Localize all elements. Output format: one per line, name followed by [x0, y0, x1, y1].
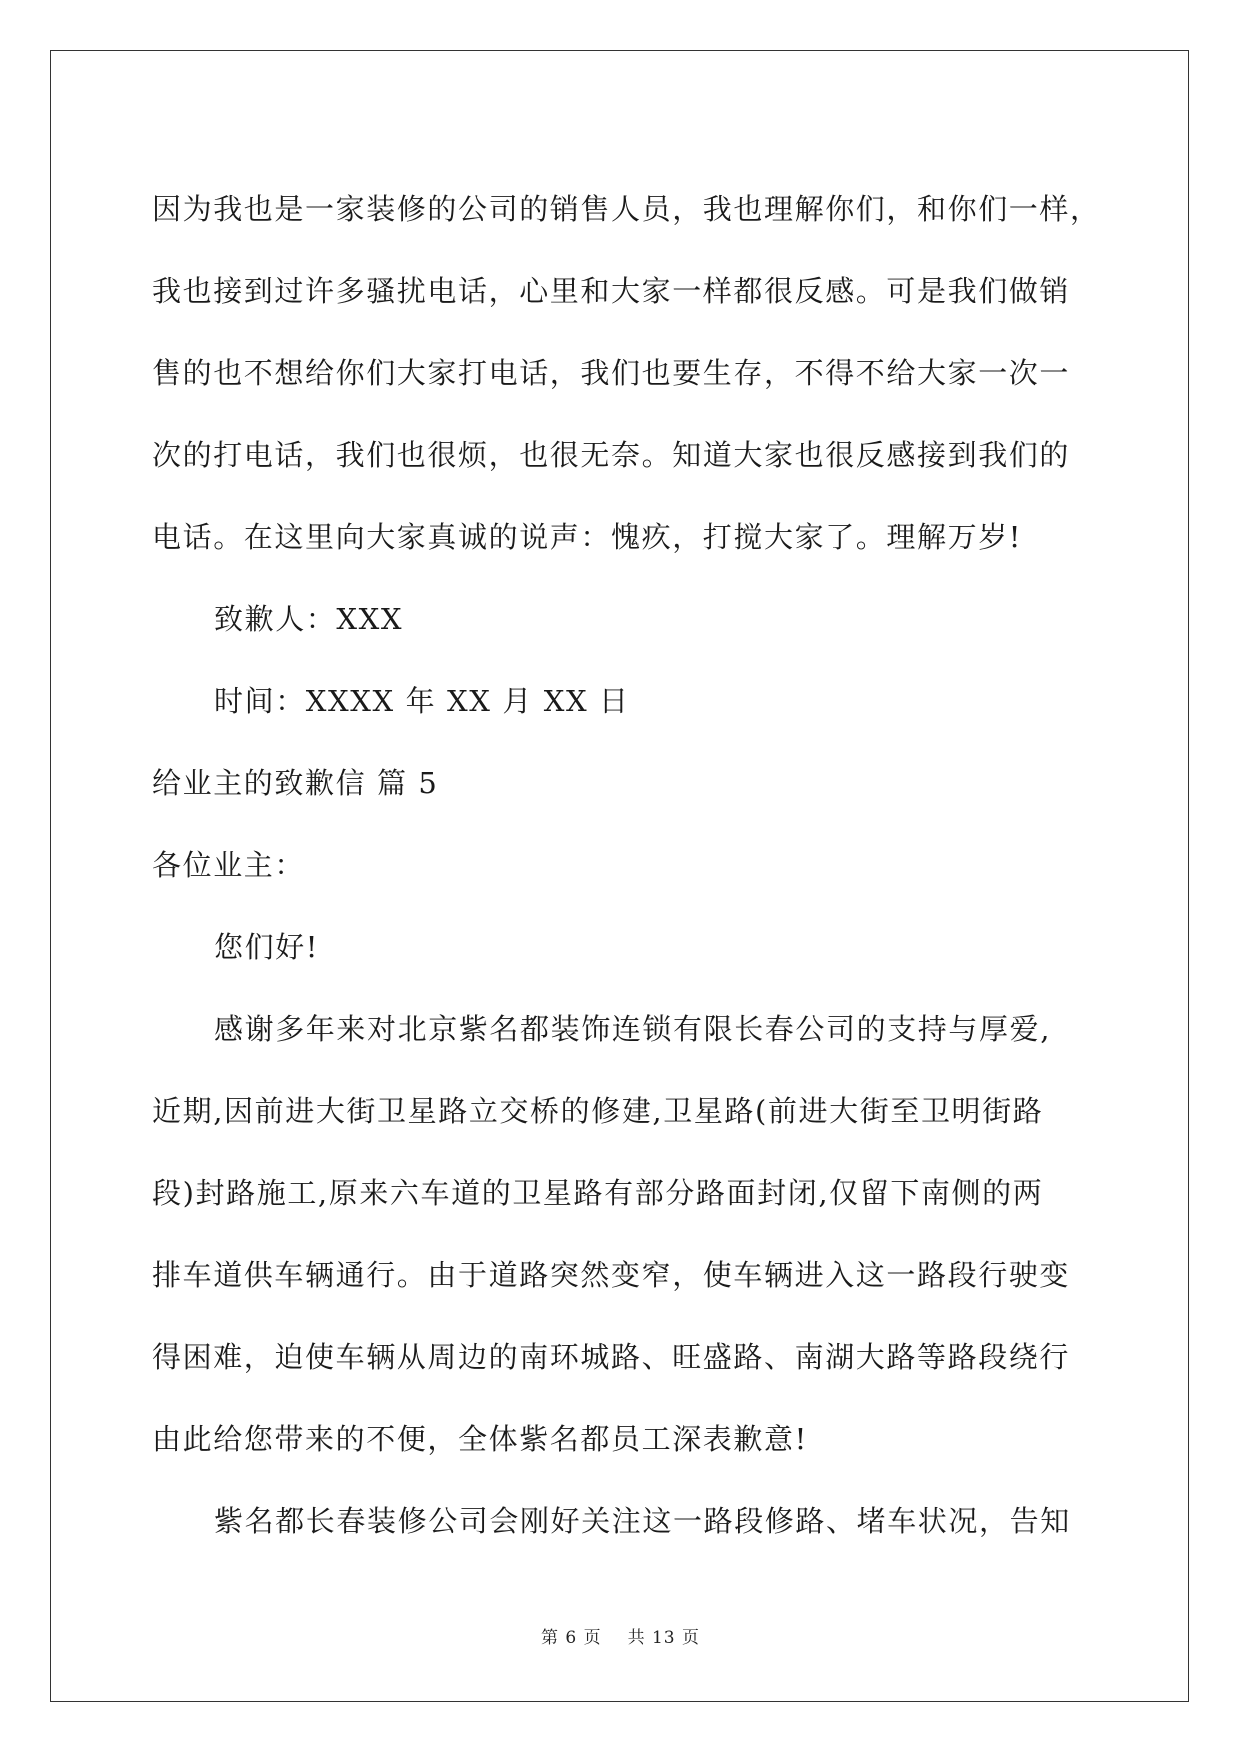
paragraph-line: 电话。在这里向大家真诚的说声：愧疚，打搅大家了。理解万岁!: [152, 520, 1023, 554]
paragraph-line: 售的也不想给你们大家打电话，我们也要生存，不得不给大家一次一: [152, 356, 1071, 390]
paragraph-line: 得困难，迫使车辆从周边的南环城路、旺盛路、南湖大路等路段绕行: [152, 1340, 1071, 1374]
date-line: 时间：XXXX 年 XX 月 XX 日: [214, 684, 630, 718]
section-heading: 给业主的致歉信 篇 5: [152, 766, 439, 800]
salutation: 各位业主：: [152, 848, 306, 882]
greeting: 您们好!: [214, 930, 320, 964]
paragraph-line: 次的打电话，我们也很烦，也很无奈。知道大家也很反感接到我们的: [152, 438, 1071, 472]
page-footer: [0, 1623, 1241, 1648]
page-number: 第 6 页: [540, 1628, 602, 1648]
paragraph-line: 段)封路施工,原来六车道的卫星路有部分路面封闭,仅留下南侧的两: [152, 1176, 1044, 1210]
paragraph-line: 因为我也是一家装修的公司的销售人员，我也理解你们，和你们一样，: [152, 192, 1101, 226]
paragraph-line: 感谢多年来对北京紫名都装饰连锁有限长春公司的支持与厚爱,: [214, 1012, 1052, 1046]
paragraph-line: 由此给您带来的不便，全体紫名都员工深表歉意!: [152, 1422, 808, 1456]
paragraph-line: 排车道供车辆通行。由于道路突然变窄，使车辆进入这一路段行驶变: [152, 1258, 1071, 1292]
paragraph-line: 近期,因前进大街卫星路立交桥的修建,卫星路(前进大街至卫明街路: [152, 1094, 1044, 1128]
page-total: 共 13 页: [627, 1628, 701, 1648]
signature-line: 致歉人：XXX: [214, 602, 404, 636]
document-body: [152, 168, 1101, 1562]
paragraph-line: 紫名都长春装修公司会刚好关注这一路段修路、堵车状况，告知: [214, 1504, 1071, 1538]
paragraph-line: 我也接到过许多骚扰电话，心里和大家一样都很反感。可是我们做销: [152, 274, 1071, 308]
